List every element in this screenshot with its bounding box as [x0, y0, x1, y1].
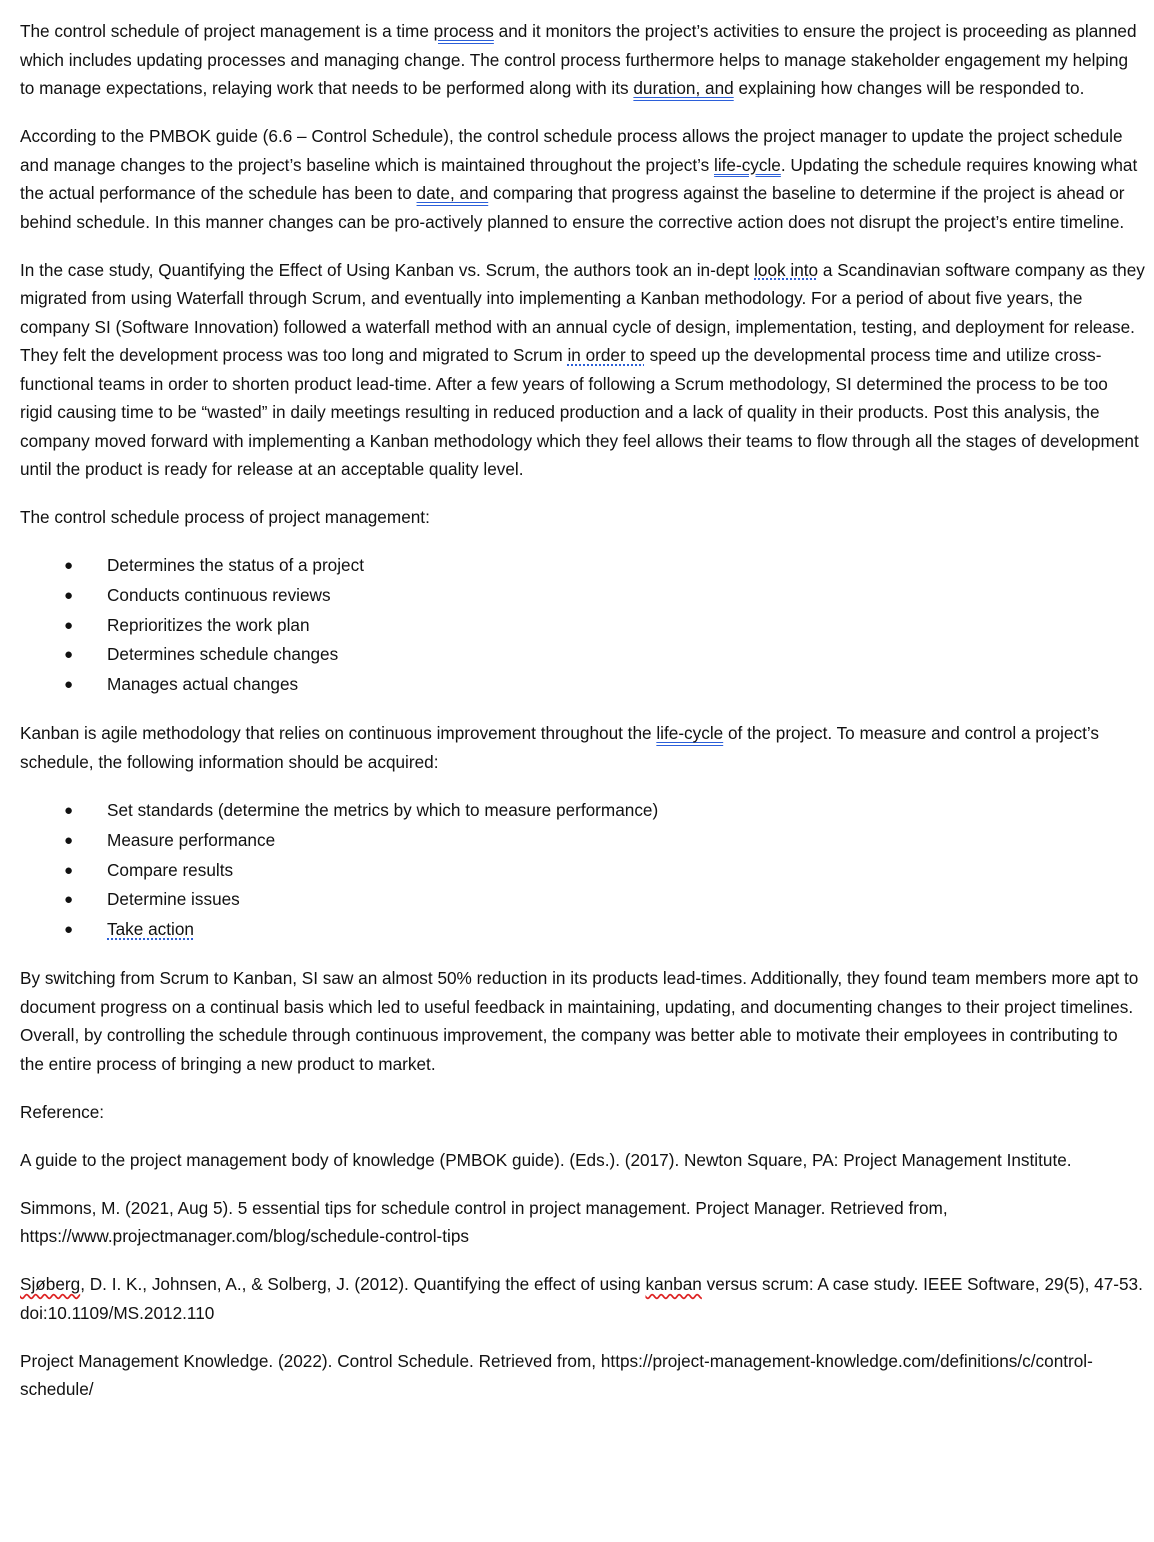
- list-item: [20, 670, 1145, 700]
- text-run: and it monitors the project’s activities to ensure the project is proceeding as planned which includes updating processes and managing change. The control process furthermore helps to manage stakeholder engagement my helping to manage expectations, relaying work that needs to be performed along with its: [20, 21, 1137, 98]
- bullet-icon: ●: [64, 676, 74, 694]
- text-run: versus scrum: A case study. IEEE Software, 29(5), 47-53. doi:10.1109/MS.2012.110: [20, 1274, 1143, 1323]
- grammar-suggestion-mark: Take action: [107, 919, 194, 940]
- text-run: Manages actual changes: [107, 674, 299, 695]
- bullet-icon: ●: [64, 861, 74, 879]
- grammar-suggestion-mark: life-cycle: [656, 723, 724, 744]
- grammar-suggestion-mark: duration, and: [633, 78, 734, 98]
- spelling-error-mark: Sjøberg: [20, 1274, 81, 1295]
- text-run: of the project. To measure and control a project’s schedule, the following information should be acquired:: [20, 723, 1099, 772]
- paragraph: [20, 256, 1145, 484]
- bullet-icon: ●: [64, 646, 74, 664]
- text-run: Project Management Knowledge. (2022). Control Schedule. Retrieved from, https://project-management-knowledge.com/definitions/c/control-schedule/: [20, 1350, 1093, 1400]
- list-item: [20, 640, 1145, 670]
- text-run: Set standards (determine the metrics by which to measure performance): [107, 799, 659, 820]
- spelling-error-mark: kanban: [645, 1274, 702, 1295]
- list-item: [20, 551, 1145, 581]
- bullet-icon: ●: [64, 557, 74, 574]
- list-item: [20, 796, 1145, 826]
- text-run: Conducts continuous reviews: [107, 584, 331, 605]
- paragraph: [20, 503, 1145, 532]
- bullet-icon: ●: [64, 831, 74, 849]
- text-run: According to the PMBOK guide (6.6 – Control Schedule), the control schedule process allows the project manager to update the project schedule and manage changes to the project’s baseline which is maintained throughout the project’s: [20, 126, 1123, 175]
- grammar-suggestion-mark: life-cycle: [714, 154, 781, 175]
- list-item: [20, 581, 1145, 611]
- text-run: Compare results: [107, 859, 234, 880]
- text-run: Simmons, M. (2021, Aug 5). 5 essential tips for schedule control in project management. Project Manager. Retrieved from, https://www.projectmanager.com/blog/schedule-control-tips: [20, 1197, 948, 1247]
- text-run: explaining how changes will be responded to.: [733, 78, 1085, 98]
- text-run: . Updating the schedule requires knowing what the actual performance of the schedule has been to: [20, 154, 1138, 203]
- text-run: In the case study, Quantifying the Effect of Using Kanban vs. Scrum, the authors took an in-dept: [20, 259, 755, 280]
- bullet-icon: ●: [64, 891, 74, 909]
- bullet-icon: ●: [64, 801, 74, 819]
- paragraph: [20, 719, 1145, 776]
- grammar-suggestion-mark: process: [433, 21, 494, 41]
- paragraph: [20, 17, 1145, 103]
- text-run: The control schedule of project management is a time: [20, 21, 434, 41]
- grammar-suggestion-mark: look into: [754, 259, 819, 280]
- text-run: Reprioritizes the work plan: [107, 614, 310, 635]
- paragraph: [20, 1146, 1145, 1175]
- text-run: comparing that progress against the baseline to determine if the project is ahead or behind schedule. In this manner changes can be pro-actively planned to ensure the corrective action does not disrupt the project’s entire timeline.: [20, 183, 1125, 232]
- bullet-list: [20, 796, 1145, 945]
- document-body: [20, 17, 1145, 1423]
- paragraph: [20, 1194, 1145, 1251]
- grammar-suggestion-mark: in order to: [567, 345, 645, 365]
- paragraph: [20, 1098, 1145, 1127]
- text-run: Reference:: [20, 1101, 105, 1122]
- list-item: [20, 885, 1145, 915]
- text-run: Determine issues: [107, 889, 240, 910]
- text-run: Kanban is agile methodology that relies on continuous improvement throughout the: [20, 723, 657, 744]
- list-item: [20, 611, 1145, 641]
- text-run: A guide to the project management body of knowledge (PMBOK guide). (Eds.). (2017). Newton Square, PA: Project Management Institute.: [20, 1149, 1072, 1170]
- text-run: Determines schedule changes: [107, 644, 339, 665]
- list-item: [20, 915, 1145, 945]
- bullet-list: [20, 551, 1145, 700]
- text-run: , D. I. K., Johnsen, A., & Solberg, J. (2012). Quantifying the effect of using: [80, 1274, 646, 1295]
- text-run: Determines the status of a project: [107, 555, 364, 575]
- bullet-icon: ●: [64, 586, 74, 604]
- paragraph: [20, 964, 1145, 1078]
- paragraph: [20, 1270, 1145, 1327]
- list-item: [20, 856, 1145, 886]
- bullet-icon: ●: [64, 616, 74, 634]
- paragraph: [20, 1347, 1145, 1404]
- text-run: speed up the developmental process time and utilize cross-functional teams in order to shorten product lead-time. After a few years of following a Scrum methodology, SI determined the process to be too rigid causing time to be “wasted” in daily meetings resulting in reduced production and a lack of quality in their products. Post this analysis, the company moved forward with implementing a Kanban methodology which they feel allows their teams to flow through all the stages of development until the product is ready for release at an acceptable quality level.: [20, 345, 1139, 479]
- list-item: [20, 826, 1145, 856]
- text-run: The control schedule process of project management:: [20, 507, 430, 527]
- text-run: By switching from Scrum to Kanban, SI saw an almost 50% reduction in its products lead-times. Additionally, they found team members more apt to document progress on a continual basis which led to useful feedback in maintaining, updating, and documenting changes to their project timelines. Overall, by controlling the schedule through continuous improvement, the company was better able to motivate their employees in contributing to the entire process of bringing a new product to market.: [20, 968, 1139, 1074]
- text-run: a Scandinavian software company as they migrated from using Waterfall through Scrum, and eventually into implementing a Kanban methodology. For a period of about five years, the company SI (Software Innovation) followed a waterfall method with an annual cycle of design, implementation, testing, and deployment for release. They felt the development process was too long and migrated to Scrum: [20, 259, 1145, 365]
- grammar-suggestion-mark: date, and: [416, 183, 489, 203]
- bullet-icon: ●: [64, 921, 74, 939]
- text-run: Measure performance: [107, 829, 276, 850]
- paragraph: [20, 122, 1145, 236]
